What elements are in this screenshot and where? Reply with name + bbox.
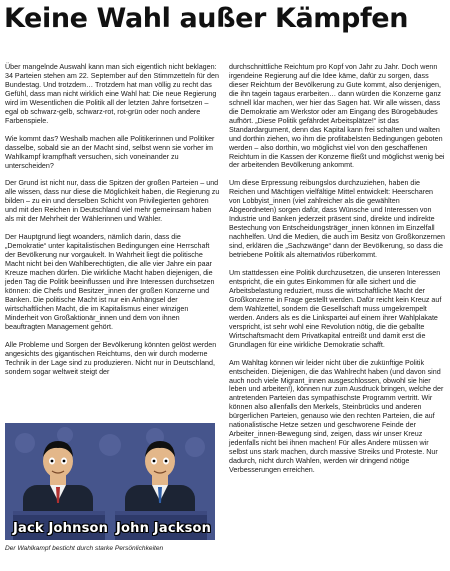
article-title: Keine Wahl außer Kämpfen <box>4 3 409 34</box>
paragraph-question: Wie kommt das? Weshalb machen alle Politikerinnen und Politiker dasselbe, sobald sie an der Macht sind, selbst wenn sie vorher im Wahlkampf krampfhaft versuchen, sich voneinander zu unterscheiden? <box>5 134 215 170</box>
image-caption: Der Wahlkampf besticht durch starke Persönlichkeiten <box>5 545 164 552</box>
paragraph-main-reason: Der Hauptgrund liegt woanders, nämlich darin, dass die „Demokratie“ unter kapitalistischen Bedingungen eine Herrschaft der Bevölkerung nur vorgaukelt. In Wahrheit liegt die politische Macht nicht bei den Wahlberechtigten, die alle vier Jahre ein paar Kreuze machen dürfen. Die wirkliche Macht haben diejenigen, die jeden Tag die Politik beeinflussen und ihre Interessen durchsetzen können: die Chefs und Besitzer_innen der großen Konzerne und Banken. Die politische Macht ist nur ein Anhängsel der wirtschaftlichen Macht, die im Kapitalismus einer winzigen Minderheit von Großaktionär_innen und dem von ihnen beauftragten Management gehört. <box>5 233 215 331</box>
left-column <box>5 63 220 386</box>
paragraph-wealth: durchschnittliche Reichtum pro Kopf von Jahr zu Jahr. Doch wenn irgendeine Regierung auf die Idee käme, dafür zu sorgen, dass dieser Reichtum der Bevölkerung zu Gute kommt, also denjenigen, die ihn tagein tagaus erarbeiten… dann würden die Konzerne ganz schnell klar machen, wer hier das Sagen hat. Wir alle wissen, dass die Demokratie am Werkstor oder am Eingang des Bürogebäudes aufhört. „Diese Politik gefährdet Arbeitsplätze!“ ist das Standardargument, denn das Kapital kann frei schalten und walten und dorthin ziehen, wo ihm die profitabelsten Bedingungen geboten werden – also dorthin, wo möglichst viel von den geschaffenen Reichtum in die Kassen der Konzerne fließt und möglichst wenig bei der arbeitenden Bevölkerung ankommt. <box>229 63 445 170</box>
paragraph-election-day: Am Wahltag können wir leider nicht über die zukünftige Politik entscheiden. Diejenigen, die das Wahlrecht haben (und davon sind auch noch viele Migrant_innen ausgeschlossen, obwohl sie hier leben und arbeiten!), können nur zum Ausdruck bringen, welche der antretenden Parteien das sympathischste Programm vertritt. Wir können also allenfalls den Merkels, Steinbrücks und anderen bürgerlichen Parteien, genauso wie den rechten Parteien, die auf nationalistische Hetze setzen und geschworene Feinde der Arbeiter_innen-Bewegung sind, zeigen, dass wir unser Kreuz jedenfalls nicht bei ihnen machen! Für alles Andere müssen wir selbst uns stark machen, durch massive Streiks und Proteste. Nur dadurch, nicht durch Wahlen, werden wir dringend nötige Verbesserungen erreichen. <box>229 358 444 475</box>
cartoon-image <box>5 423 215 540</box>
right-candidate-name: John Jackson <box>116 521 212 536</box>
paragraph-lobby: Um diese Erpressung reibungslos durchzuziehen, haben die Reichen und Mächtigen vielfältige Mittel entwickelt: Heerscharen von Lobbyist_innen (viel zahlreicher als die gewählten Abgeordneten) sorgen dafür, dass Wünsche und Interessen von Industrie und Banken jederzeit präsent sind, direkte und indirekte Bestechung von Entscheidungsträger_innen können im Einzelfall nachhelfen. Und die Medien, die auch im Besitz von Großkonzernen sind, erklären die „Sachzwänge“ dann der Bevölkerung, so dass die betriebene Politik als alternativlos rüberkommt. <box>229 179 445 260</box>
paragraph-problems: Alle Probleme und Sorgen der Bevölkerung könnten gelöst werden angesichts des gigantischen Reichtums, den wir durch moderne Technik in der Lage sind zu produzieren. Nicht nur in Deutschland, sondern sogar weltweit steigt der <box>5 340 217 376</box>
right-column <box>229 63 445 484</box>
paragraph-reason: Der Grund ist nicht nur, dass die Spitzen der großen Parteien – und alle wissen, dass nur diese die Möglichkeit haben, die Regierung zu bilden – zu ein und derselben Schicht von Privilegierten gehören und mit den Reichen in Deutschland viel mehr gemeinsam haben als mit der Mehrheit der Wählerinnen und Wähler. <box>5 179 220 224</box>
paragraph-revolution: Um stattdessen eine Politik durchzusetzen, die unseren Interessen entspricht, die ein gutes Einkommen für alle sichert und die Arbeitsbelastung reduziert, muss die wirtschaftliche Macht der Großkonzerne in Frage gestellt werden. Dafür reicht kein Kreuz auf dem Wahlzettel, sondern die Gesellschaft muss umgekrempelt werden. Anders als es die Linkspartei auf einem ihrer Wahlplakate verspricht, ist sehr wohl eine Revolution nötig, die die geballte Wirtschaftsmacht dem Privatkapital entreißt und damit erst die Grundlagen für eine wirkliche Demokratie schafft. <box>229 269 442 349</box>
left-candidate-name: Jack Johnson <box>13 521 109 536</box>
paragraph-intro: Über mangelnde Auswahl kann man sich eigentlich nicht beklagen: 34 Parteien stehen am 22. September auf den Stimmzetteln für den Bundestag. Und trotzdem… Trotzdem hat man völlig zu recht das Gefühl, dass man nicht wirklich eine Wahl hat: Die neue Regierung wird im Wesentlichen die Politik all der letzten Jahre fortsetzen – egal ob schwarz-gelb, schwarz-rot, rot-grün oder noch andere Farbenspiele. <box>5 63 219 125</box>
